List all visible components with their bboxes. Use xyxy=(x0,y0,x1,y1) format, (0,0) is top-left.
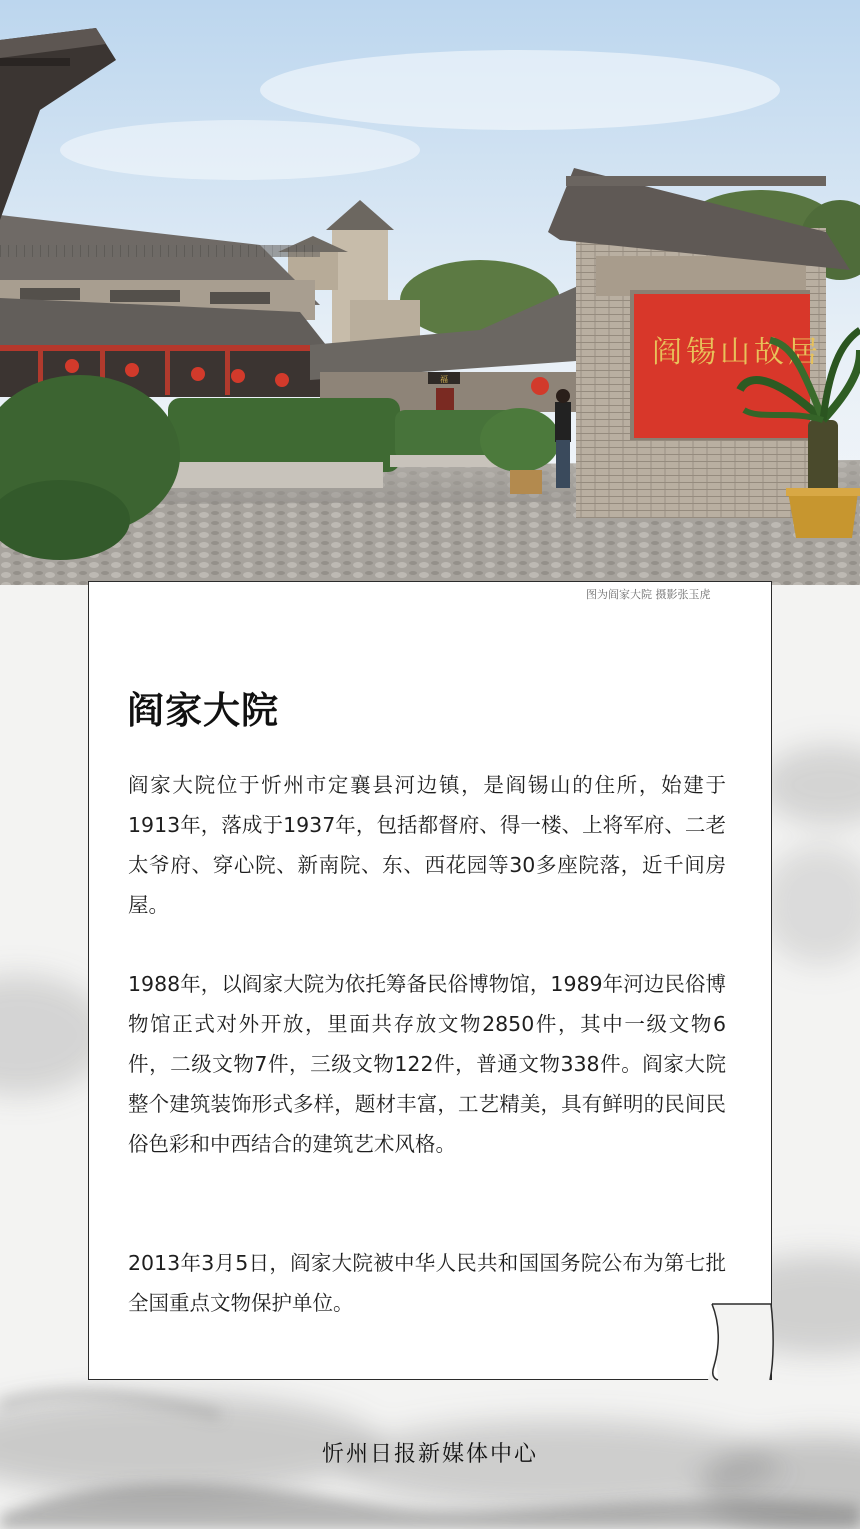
plaque-text: 福 xyxy=(440,375,448,384)
photo-caption: 图为阎家大院 摄影张玉虎 xyxy=(586,588,711,601)
footer-publisher: 忻州日报新媒体中心 xyxy=(321,1442,538,1467)
article-title: 阎家大院 xyxy=(127,689,279,732)
page-curl-decoration xyxy=(708,1300,780,1382)
article-paragraph-1: 阎家大院位于忻州市定襄县河边镇，是阎锡山的住所，始建于1913年，落成于1937年，包括都督府、得一楼、上将军府、二老太爷府、穿心院、新南院、东、西花园等30多座院落，近千间房屋。 xyxy=(128,773,726,917)
article-paragraph-3: 2013年3月5日，阎家大院被中华人民共和国国务院公布为第七批全国重点文物保护单位。 xyxy=(128,1251,726,1315)
visitor xyxy=(555,389,571,488)
sign-text: 阎锡山故居 xyxy=(652,335,822,370)
hero-photo xyxy=(0,0,860,585)
article-paragraph-2: 1988年，以阎家大院为依托筹备民俗博物馆，1989年河边民俗博物馆正式对外开放，里面共存放文物2850件，其中一级文物6件，二级文物7件，三级文物122件，普通文物338件。阎家大院整个建筑装饰形式多样，题材丰富，工艺精美，具有鲜明的民间民俗色彩和中西结合的建筑艺术风格。 xyxy=(128,972,726,1156)
